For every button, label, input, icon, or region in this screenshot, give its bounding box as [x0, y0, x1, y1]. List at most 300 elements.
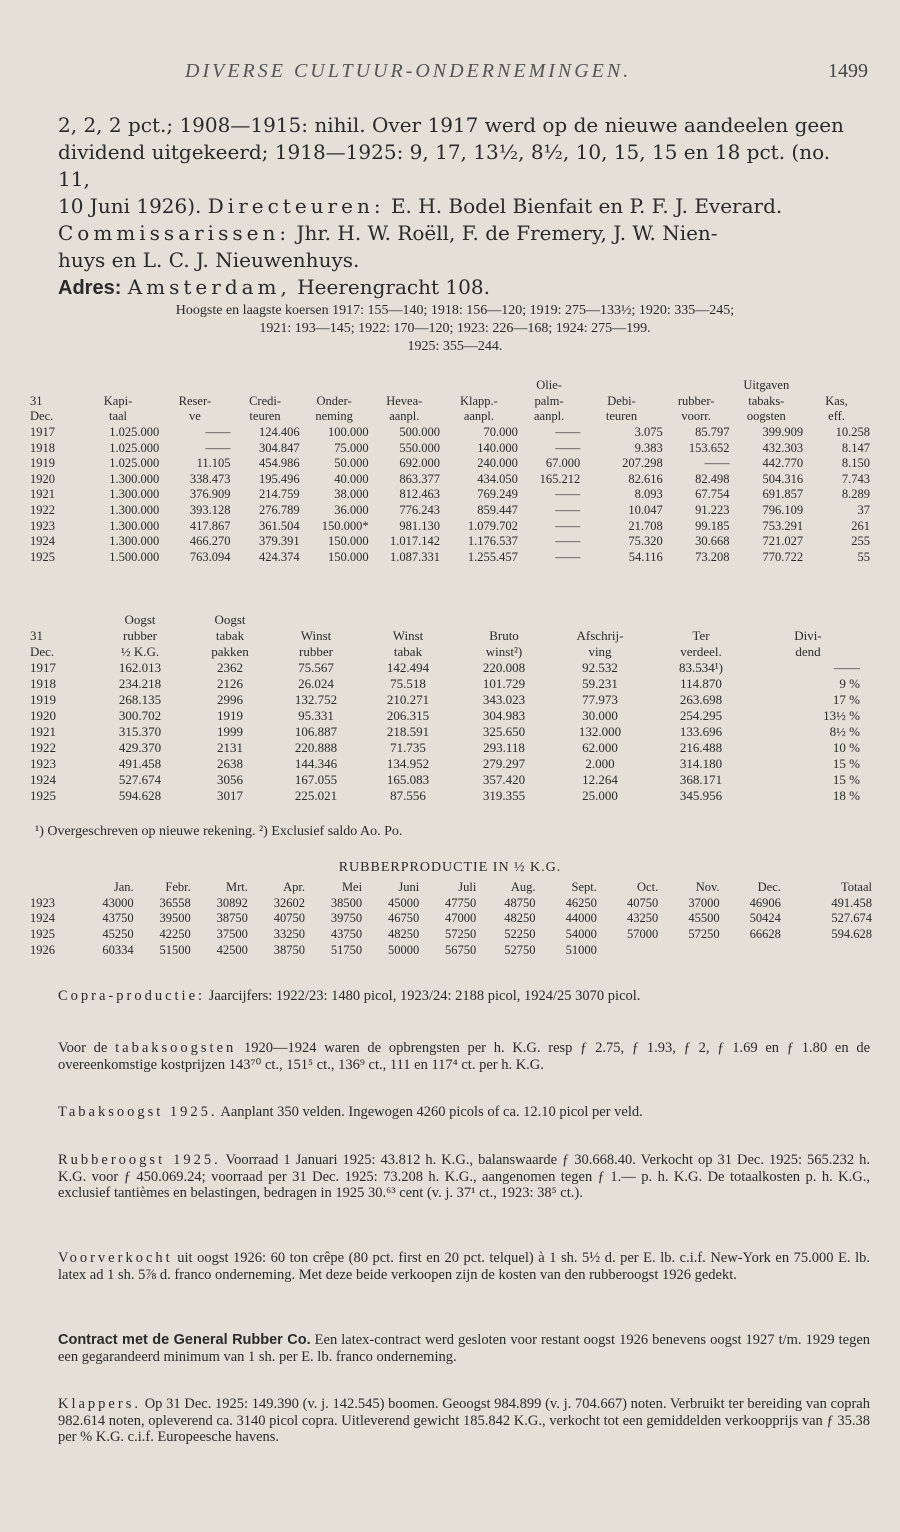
table-cell: 1917	[30, 425, 55, 440]
table-cell: 2362	[217, 660, 243, 675]
table-cell: 132.752	[294, 692, 338, 707]
table-header-row	[30, 394, 870, 410]
table-cell: 315.370	[118, 724, 162, 739]
table-cell: winst²)	[485, 644, 523, 659]
table-cell: 1.176.537	[467, 534, 518, 549]
table-cell: Apr.	[283, 880, 305, 895]
table-cell: 692.000	[399, 456, 440, 471]
table-cell: 214.759	[258, 487, 300, 502]
table-cell: 67.000	[545, 456, 581, 471]
table-cell: 150.000	[328, 549, 369, 564]
table-cell: 1925	[30, 549, 55, 564]
table-cell: 66628	[749, 927, 781, 942]
table-cell: aanpl.	[463, 409, 495, 424]
table-cell: 47750	[445, 895, 477, 910]
intro-line	[58, 220, 868, 247]
rubberoogst-line	[58, 1152, 870, 1202]
table-cell: 43250	[626, 911, 659, 926]
directeuren-text: E. H. Bodel Bienfait en P. F. J. Everard.	[390, 194, 783, 218]
table-cell: Nov.	[695, 880, 720, 895]
table-cell: 101.729	[482, 676, 526, 691]
table-cell: 1923	[30, 756, 56, 771]
table-cell: 39750	[330, 911, 363, 926]
table-cell: 12.264	[582, 772, 618, 787]
table-header-cell	[300, 378, 369, 394]
table-cell: 442.770	[762, 456, 804, 471]
table-cell: ——	[555, 487, 581, 502]
table-cell: 207.298	[622, 456, 663, 471]
table-cell: 95.331	[298, 708, 334, 723]
table-cell: 165.083	[386, 772, 430, 787]
table-cell: 42500	[216, 942, 248, 957]
page-number: 1499	[828, 60, 868, 82]
table-cell: 491.458	[831, 895, 872, 910]
table-cell: 319.355	[482, 788, 526, 803]
table-row	[30, 425, 870, 441]
adres-street: Heerengracht 108.	[297, 275, 490, 299]
table-cell: Febr.	[165, 880, 191, 895]
table-header-cell: Olie-	[536, 378, 562, 393]
table-cell: Mrt.	[225, 880, 248, 895]
table-cell: 1.300.000	[109, 503, 160, 518]
table-cell	[658, 942, 719, 958]
table-cell	[781, 942, 872, 958]
table-cell	[554, 612, 646, 628]
copra-text: Jaarcijfers: 1922/23: 1480 picol, 1923/24: 2188 picol, 1924/25 3070 picol.	[208, 988, 641, 1004]
table-header-row	[30, 612, 860, 628]
table-cell: 770.722	[762, 549, 804, 564]
tabak-line	[58, 1040, 870, 1073]
table-cell: 56750	[445, 942, 477, 957]
table-cell: 769.249	[477, 487, 518, 502]
table-cell: 75.000	[334, 440, 369, 455]
table-cell: Winst	[392, 628, 424, 643]
table-header-row	[30, 880, 872, 896]
table-cell: 75.567	[298, 660, 334, 675]
table-cell: 51500	[159, 942, 191, 957]
table-cell: 753.291	[762, 518, 804, 533]
table-cell: ving	[588, 644, 612, 659]
table-row	[30, 788, 860, 804]
contract-paragraph	[58, 1332, 870, 1365]
table-cell: ½ K.G.	[120, 644, 160, 659]
table-cell: 10.258	[835, 425, 870, 440]
table-cell: 142.494	[386, 660, 430, 675]
table-cell: 8½ %	[829, 724, 860, 739]
table-cell: Juni	[398, 880, 420, 895]
table-cell: teuren	[249, 409, 281, 424]
table-row	[30, 676, 860, 692]
table-cell: verdeel.	[680, 644, 722, 659]
rubberoogst-paragraph	[58, 1152, 870, 1202]
table-row	[30, 487, 870, 503]
table-cell: Credi-	[249, 393, 282, 408]
table-header-row	[30, 644, 860, 660]
table-cell: aanpl.	[533, 409, 565, 424]
table-cell	[646, 612, 756, 628]
table-cell: 1918	[30, 676, 56, 691]
table-cell: 132.000	[578, 724, 622, 739]
table-cell: 10 %	[832, 740, 860, 755]
table-cell: Kapi-	[103, 393, 133, 408]
table-cell: 140.000	[477, 440, 518, 455]
table-cell: Debi-	[607, 393, 636, 408]
table-cell: 981.130	[399, 518, 440, 533]
table-cell: ——	[555, 534, 581, 549]
voorverkocht-line	[58, 1250, 870, 1283]
table-cell: 50424	[749, 911, 781, 926]
table-cell: 1925	[30, 927, 55, 942]
table-cell: Oogst	[214, 612, 246, 627]
table-cell: 796.109	[762, 503, 804, 518]
table-cell: 31	[30, 393, 43, 408]
table-cell: 1.025.000	[109, 425, 160, 440]
table-cell: Dec.	[30, 644, 55, 659]
table-header-cell	[369, 378, 440, 394]
koersen-line: 1925: 355—244.	[407, 339, 503, 354]
table-row	[30, 756, 860, 772]
table-header-cell	[440, 378, 518, 394]
table-cell: 376.909	[189, 487, 231, 502]
table-row	[30, 927, 872, 943]
table-cell: 134.952	[386, 756, 430, 771]
table-cell: 114.870	[680, 676, 722, 691]
table-cell: 434.050	[477, 471, 518, 486]
table-cell: Divi-	[794, 628, 822, 643]
table-cell: Afschrij-	[576, 628, 624, 643]
table-cell: 1924	[30, 534, 55, 549]
table-cell: Oct.	[637, 880, 659, 895]
table-cell: 218.591	[386, 724, 430, 739]
table-cell: 11.105	[196, 456, 231, 471]
table-cell: 594.628	[118, 788, 162, 803]
table-cell: 106.887	[294, 724, 338, 739]
table-cell: 48250	[504, 911, 536, 926]
contract-text: Een latex-contract werd gesloten voor restant oogst 1926 benevens oogst 1927 t/m. 1929 tegen een gegarandeerd minimum van 1 sh. per E. lb. franco onderneming.	[58, 1332, 871, 1365]
table-cell: 73.208	[695, 549, 730, 564]
intro-line: dividend uitgekeerd; 1918—1925: 9, 17, 13½, 8½, 10, 15, 15 en 18 pct. (no. 11,	[58, 140, 831, 191]
table-cell: 13½ %	[823, 708, 860, 723]
table-cell: 1919	[30, 456, 55, 471]
table-cell: 57250	[688, 927, 720, 942]
table-cell: 75.518	[390, 676, 426, 691]
voorverkocht-paragraph	[58, 1250, 870, 1283]
intro-line: huys en L. C. J. Nieuwenhuys.	[58, 248, 360, 272]
table-header-cell	[580, 378, 662, 394]
table-cell: 263.698	[679, 692, 723, 707]
table-row	[30, 772, 860, 788]
table-cell: rubber-	[677, 393, 715, 408]
table-cell: 82.616	[628, 471, 663, 486]
intro-date: 10 Juni 1926).	[58, 194, 202, 218]
table-cell: 45500	[688, 911, 720, 926]
table-cell: 261	[851, 518, 870, 533]
table-cell: 220.008	[482, 660, 526, 675]
table-cell: 30.668	[695, 534, 730, 549]
table-cell	[270, 612, 362, 628]
table-cell: 133.696	[679, 724, 723, 739]
table-cell: 2131	[217, 740, 243, 755]
table-cell: palm-	[534, 393, 564, 408]
table-cell: 3.075	[634, 425, 663, 440]
intro-line	[58, 193, 868, 220]
table-row	[30, 503, 870, 519]
table-cell: 50.000	[334, 456, 369, 471]
klappers-label: Klappers.	[58, 1396, 141, 1412]
table-cell: 150.000	[328, 534, 369, 549]
results-table	[30, 612, 860, 804]
table-cell: 17 %	[832, 692, 860, 707]
table-cell: 10.047	[628, 503, 663, 518]
table-cell: ——	[555, 549, 581, 564]
table-cell: 1.025.000	[109, 440, 160, 455]
table-cell: 9.383	[634, 440, 663, 455]
table-cell: 379.391	[258, 534, 300, 549]
table-row	[30, 911, 872, 927]
table-cell: oogsten	[746, 409, 786, 424]
table-cell: 304.847	[258, 440, 300, 455]
table-cell: Totaal	[840, 880, 872, 895]
koersen-line: Hoogste en laagste koersen 1917: 155—140; 1918: 156—120; 1919: 275—133½; 1920: 335—245;	[175, 303, 735, 318]
table-cell: ——	[555, 518, 581, 533]
table-row	[30, 724, 860, 740]
table-cell: 812.463	[399, 487, 440, 502]
table-cell: 1.300.000	[109, 471, 160, 486]
table-row	[30, 550, 870, 566]
rubberoogst-label: Rubberoogst 1925.	[58, 1152, 221, 1168]
table-cell: 1919	[217, 708, 243, 723]
table-cell: 48250	[387, 927, 420, 942]
table-cell: 47000	[445, 911, 477, 926]
table-cell: 83.534¹)	[679, 660, 723, 675]
table-cell: 314.180	[679, 756, 723, 771]
table-cell: 1999	[217, 724, 243, 739]
table-row	[30, 660, 860, 676]
table-header-cell	[77, 378, 159, 394]
balance-table	[30, 378, 870, 565]
tabaksoogst-text: Aanplant 350 velden. Ingewogen 4260 picols of ca. 12.10 picol per veld.	[220, 1104, 643, 1120]
footnote: ¹) Overgeschreven op nieuwe rekening. ²) Exclusief saldo Ao. Po.	[35, 824, 403, 839]
table-cell: pakken	[211, 644, 249, 659]
table-cell: 48750	[504, 895, 536, 910]
table-cell: 37000	[688, 895, 720, 910]
table-cell: 37500	[216, 927, 248, 942]
table-cell: 325.650	[482, 724, 526, 739]
table-cell: 721.027	[762, 534, 804, 549]
table-cell: 454.986	[258, 456, 300, 471]
contract-line	[58, 1332, 870, 1365]
table-cell: 345.956	[679, 788, 723, 803]
table-cell: 54.116	[628, 549, 663, 564]
table-cell: Mei	[341, 880, 363, 895]
table-cell: 3017	[217, 788, 243, 803]
table-cell: 594.628	[831, 927, 872, 942]
table-cell: Dec.	[757, 880, 781, 895]
table-cell: 8.289	[841, 487, 870, 502]
rubber-production-title: RUBBERPRODUCTIE IN ½ K.G.	[338, 860, 562, 875]
table-cell: Jan.	[113, 880, 134, 895]
table-cell: 691.857	[762, 487, 804, 502]
table-cell: 863.377	[399, 471, 440, 486]
table-cell: 43000	[102, 895, 134, 910]
table-cell: 15 %	[832, 772, 860, 787]
table-cell: 82.498	[695, 471, 730, 486]
adres-city: Amsterdam,	[127, 275, 291, 299]
klappers-paragraph	[58, 1396, 870, 1446]
table-cell: 55	[857, 549, 870, 564]
table-header-cell	[231, 378, 300, 394]
table-cell: 50000	[387, 942, 420, 957]
table-cell: 1.300.000	[109, 487, 160, 502]
table-cell: rubber	[123, 628, 157, 643]
table-row	[30, 440, 870, 456]
table-cell: 234.218	[118, 676, 162, 691]
tabaksoogst-label: Tabaksoogst 1925.	[58, 1104, 218, 1120]
table-cell: 124.406	[258, 425, 300, 440]
table-cell: 26.024	[298, 676, 334, 691]
table-cell: 1.500.000	[109, 549, 160, 564]
table-cell: 30892	[216, 895, 248, 910]
table-cell: 210.271	[386, 692, 430, 707]
table-cell: 424.374	[258, 549, 300, 564]
table-cell: 393.128	[189, 503, 231, 518]
table-cell: 37	[857, 503, 870, 518]
table-cell: 343.023	[482, 692, 526, 707]
contract-label: Contract met de General Rubber Co.	[58, 1332, 311, 1348]
table-cell: 67.754	[695, 487, 730, 502]
table-cell: 18 %	[832, 788, 860, 803]
table-cell: 357.420	[482, 772, 526, 787]
table-cell: Klapp.-	[460, 393, 498, 408]
tabak-label: tabaksoogsten	[115, 1040, 237, 1056]
table-cell: 304.983	[482, 708, 526, 723]
table-cell: 216.488	[679, 740, 723, 755]
table-cell: 46906	[749, 895, 781, 910]
table-cell: 466.270	[189, 534, 231, 549]
table-cell: 153.652	[688, 440, 730, 455]
table-cell: 100.000	[328, 425, 369, 440]
table-cell: 2638	[217, 756, 243, 771]
table-cell: Onder-	[316, 393, 352, 408]
table-cell: 500.000	[399, 425, 440, 440]
table-cell	[597, 942, 658, 958]
table-row	[30, 456, 870, 472]
table-cell: 1923	[30, 895, 55, 910]
table-cell: taal	[108, 409, 128, 424]
table-cell: 1.255.457	[467, 549, 518, 564]
table-row	[30, 692, 860, 708]
table-header-cell	[30, 378, 77, 394]
table-cell: 527.674	[118, 772, 162, 787]
table-cell: 195.496	[258, 471, 300, 486]
table-cell: 293.118	[483, 740, 525, 755]
table-cell: Reser-	[178, 393, 212, 408]
table-cell: 338.473	[189, 471, 231, 486]
table-cell: 2.000	[585, 756, 615, 771]
table-cell: 31	[30, 628, 43, 643]
table-cell	[756, 612, 860, 628]
table-cell: 70.000	[483, 425, 518, 440]
table-cell: 527.674	[831, 911, 872, 926]
table-cell: Winst	[300, 628, 332, 643]
table-cell: 71.735	[390, 740, 426, 755]
table-cell: aanpl.	[389, 409, 420, 424]
table-cell: tabak	[393, 644, 423, 659]
table-cell: 3056	[217, 772, 243, 787]
tabaksoogst-paragraph	[58, 1104, 870, 1121]
table-cell: 254.295	[679, 708, 723, 723]
intro-line: 2, 2, 2 pct.; 1908—1915: nihil. Over 1917 werd op de nieuwe aandeelen geen	[58, 113, 844, 137]
table-cell: ——	[834, 660, 860, 675]
table-cell: 62.000	[582, 740, 618, 755]
table-cell: 32602	[273, 895, 305, 910]
table-cell: Dec.	[30, 409, 54, 424]
table-cell: 38500	[330, 895, 363, 910]
table-cell	[362, 612, 454, 628]
table-cell: tabak	[215, 628, 245, 643]
table-cell: 52250	[504, 927, 536, 942]
table-cell: 45250	[102, 927, 134, 942]
table-cell: 25.000	[582, 788, 618, 803]
tabaksoogst-line	[58, 1104, 870, 1121]
table-cell: ——	[205, 425, 231, 440]
table-cell: 8.093	[634, 487, 663, 502]
table-cell: 43750	[330, 927, 363, 942]
table-cell: 1.087.331	[389, 549, 440, 564]
table-cell: 91.223	[695, 503, 730, 518]
table-header-cell: Uitgaven	[743, 378, 790, 393]
table-cell: rubber	[299, 644, 333, 659]
table-cell: 60334	[102, 942, 134, 957]
table-cell	[720, 942, 781, 958]
table-cell: 42250	[159, 927, 191, 942]
table-cell: ——	[555, 503, 581, 518]
table-cell: 40750	[626, 895, 659, 910]
table-cell: 1920	[30, 708, 56, 723]
table-cell: ve	[188, 409, 201, 424]
adres-label: Adres:	[58, 277, 122, 299]
table-cell: 491.458	[118, 756, 162, 771]
table-cell: 1923	[30, 518, 55, 533]
table-cell: voorr.	[681, 409, 711, 424]
table-cell: 1.300.000	[109, 534, 160, 549]
table-cell: 1922	[30, 503, 55, 518]
table-cell: Oogst	[124, 612, 156, 627]
table-cell: 38750	[273, 942, 305, 957]
directeuren-label: Directeuren:	[207, 194, 385, 218]
table-cell: 54000	[565, 927, 597, 942]
table-cell: 38750	[216, 911, 248, 926]
table-cell: 59.231	[582, 676, 618, 691]
koersen-line: 1921: 193—145; 1922: 170—120; 1923: 226—168; 1924: 275—199.	[259, 321, 651, 336]
table-cell: 144.346	[294, 756, 338, 771]
table-cell: 361.504	[258, 518, 300, 533]
table-cell: 21.708	[628, 518, 663, 533]
table-cell: 1921	[30, 487, 55, 502]
table-cell: 38.000	[334, 487, 369, 502]
table-cell	[454, 612, 554, 628]
table-cell: tabaks-	[748, 393, 785, 408]
voorverkocht-text: uit oogst 1926: 60 ton crêpe (80 pct. first en 20 pct. telquel) à 1 sh. 5½ d. per E. lb. c.i.f. New-York en 75.000 E. lb. latex ad 1 sh. 5⅞ d. franco onderneming. Met deze beide verkoopen zijn de kosten van den rubberoogst 1926 gedekt.	[58, 1250, 870, 1283]
klappers-line	[58, 1396, 870, 1446]
table-row	[30, 896, 872, 912]
table-cell: 57250	[445, 927, 477, 942]
table-cell: 429.370	[118, 740, 162, 755]
running-title: DIVERSE CULTUUR-ONDERNEMINGEN.	[185, 60, 632, 82]
table-cell: 432.303	[762, 440, 804, 455]
copra-line	[58, 988, 870, 1005]
table-cell: 1.017.142	[389, 534, 440, 549]
